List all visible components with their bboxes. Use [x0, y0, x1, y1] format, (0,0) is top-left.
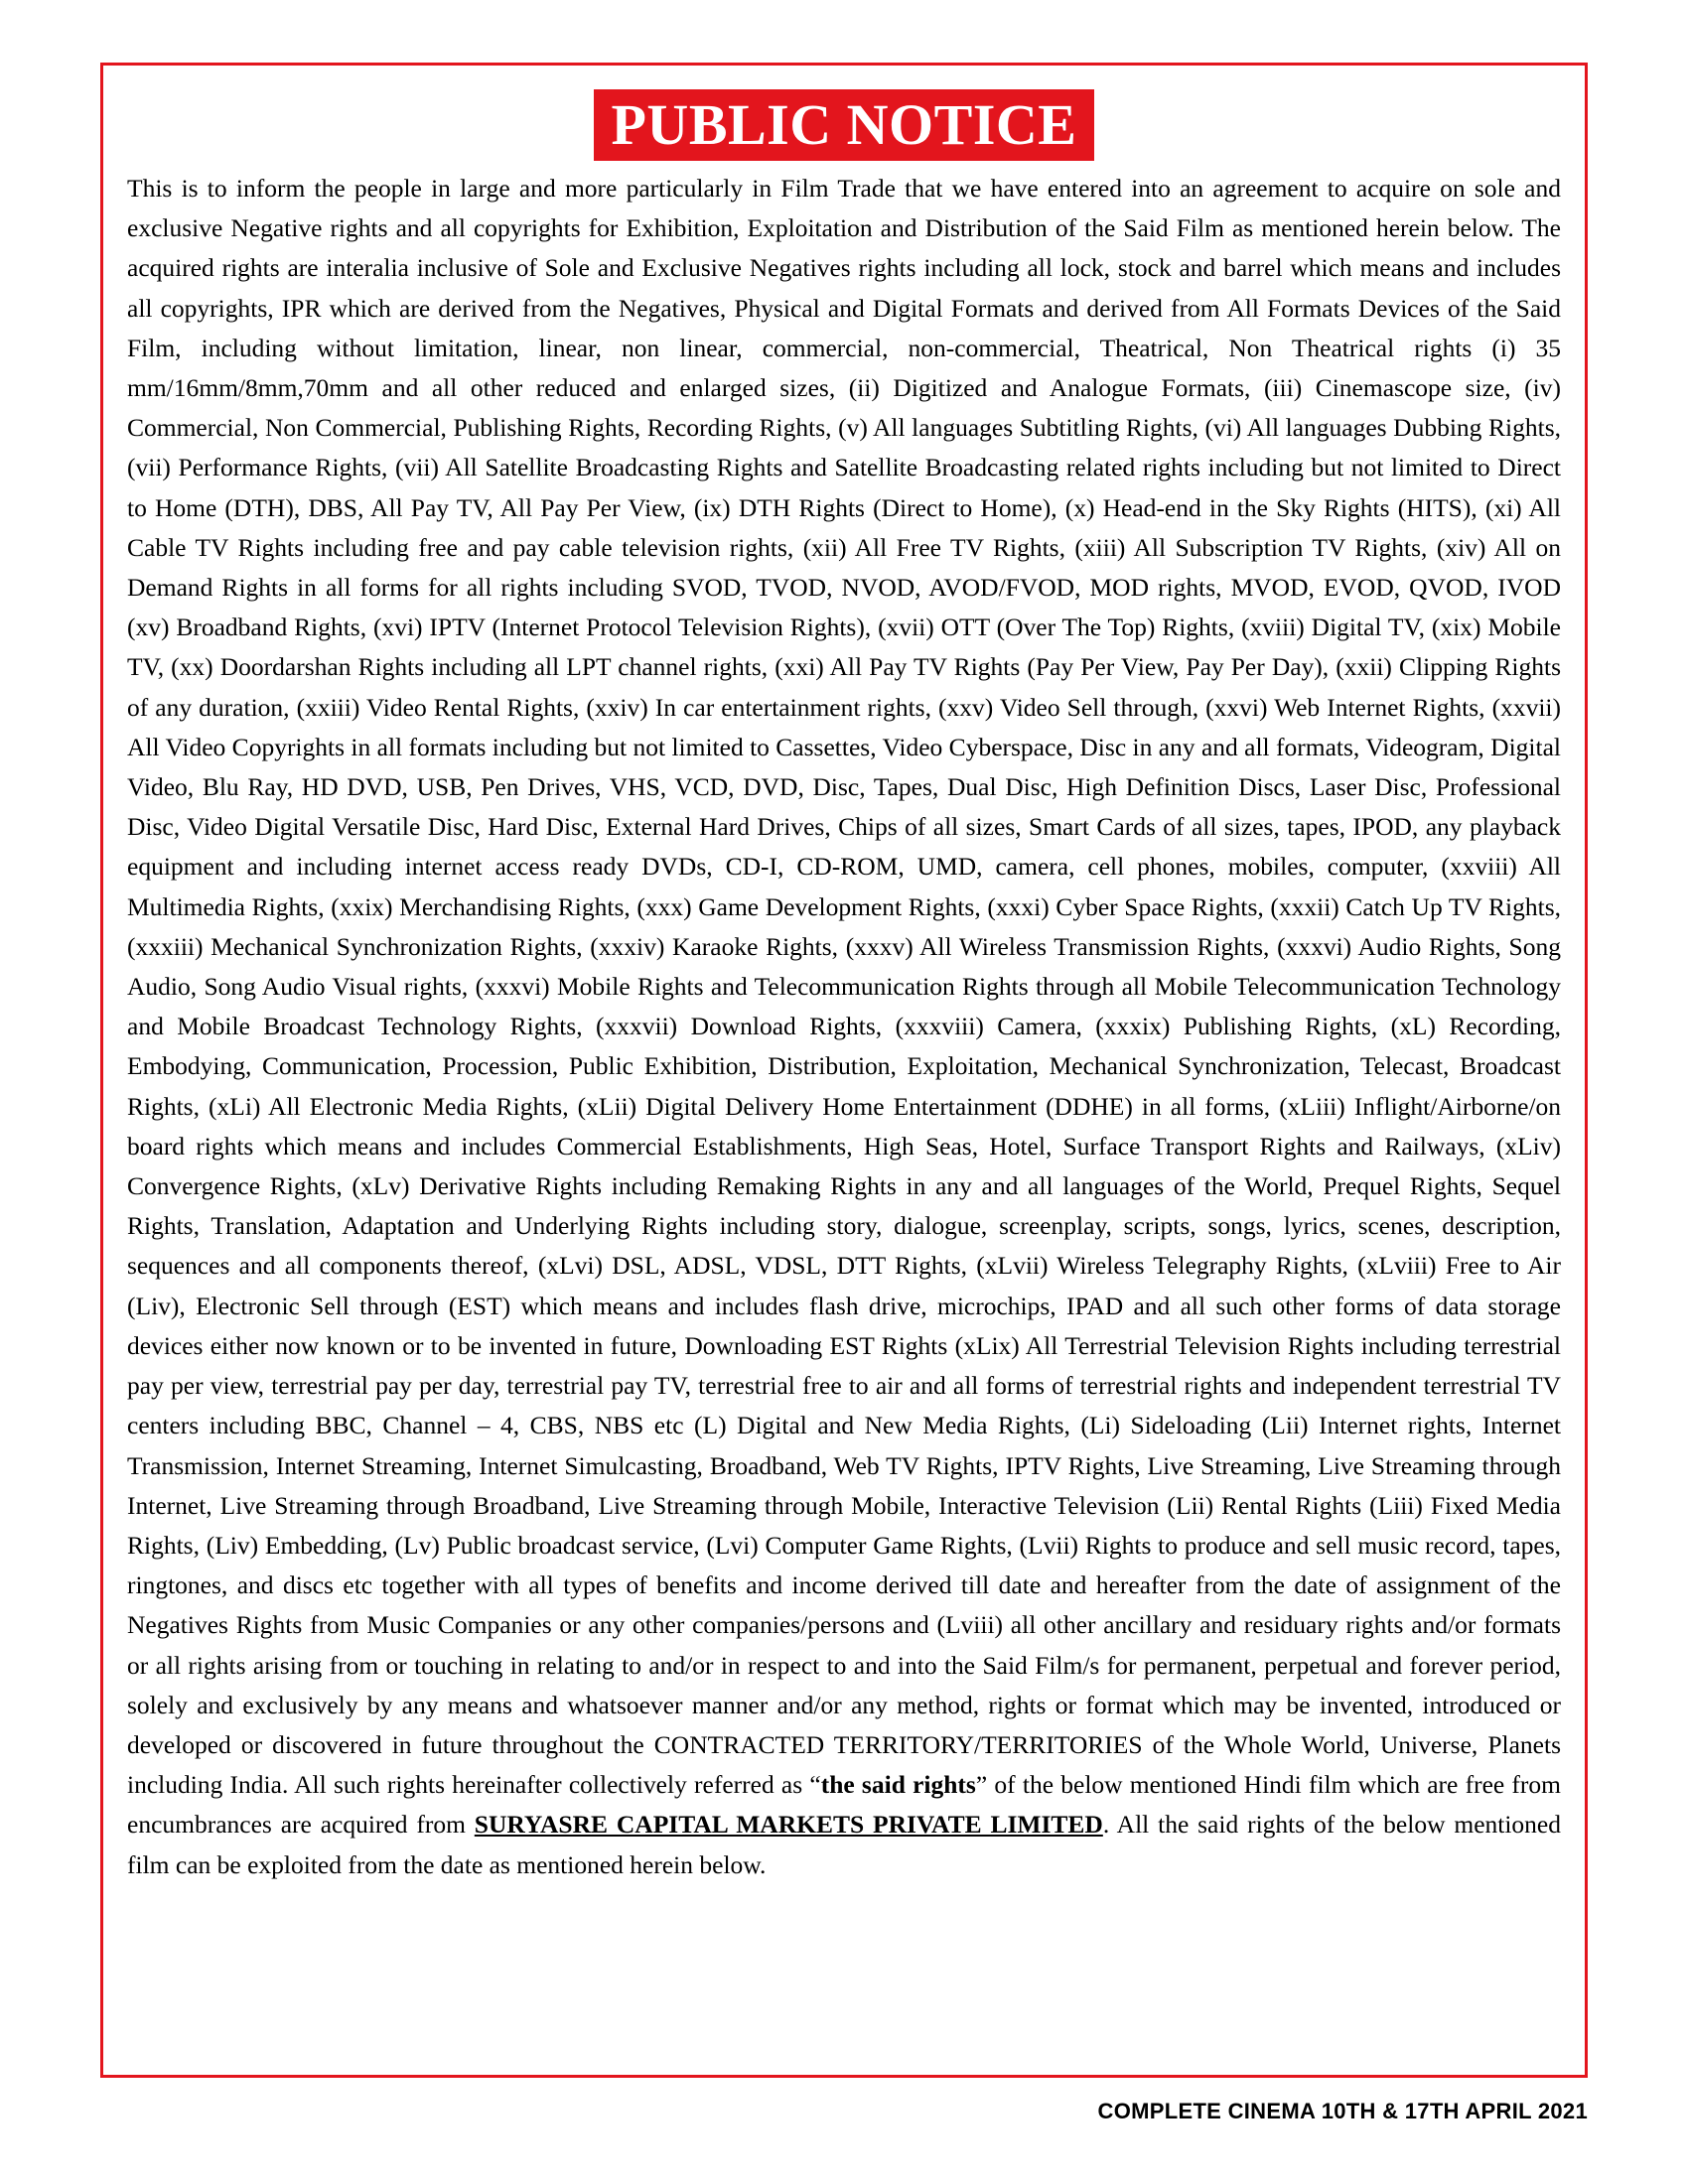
- company-name: SURYASRE CAPITAL MARKETS PRIVATE LIMITED: [474, 1810, 1103, 1840]
- notice-title: PUBLIC NOTICE: [594, 89, 1095, 161]
- said-rights-term: the said rights: [820, 1770, 976, 1800]
- notice-body: [127, 169, 1561, 1885]
- public-notice-frame: [100, 63, 1588, 2078]
- title-wrapper: [103, 89, 1585, 161]
- notice-body-part-1: This is to inform the people in large and more particularly in Film Trade that we have entered into an agreement to acquire on sole and exclusive Negative rights and all copyrights for Exhibition, Exploitation and Distribution of the Said Film as mentioned herein below. The acquired rights are interalia inclusive of Sole and Exclusive Negatives rights including all lock, stock and barrel which means and includes all copyrights, IPR which are derived from the Negatives, Physical and Digital Formats and derived from All Formats Devices of the Said Film, including without limitation, linear, non linear, commercial, non-commercial, Theatrical, Non Theatrical rights (i) 35 mm/16mm/8mm,70mm and all other reduced and enlarged sizes, (ii) Digitized and Analogue Formats, (iii) Cinemascope size, (iv) Commercial, Non Commercial, Publishing Rights, Recording Rights, (v) All languages Subtitling Rights, (vi) All languages Dubbing Rights, (vii) Performance Rights, (vii) All Satellite Broadcasting Rights and Satellite Broadcasting related rights including but not limited to Direct to Home (DTH), DBS, All Pay TV, All Pay Per View, (ix) DTH Rights (Direct to Home), (x) Head-end in the Sky Rights (HITS), (xi) All Cable TV Rights including free and pay cable television rights, (xii) All Free TV Rights, (xiii) All Subscription TV Rights, (xiv) All on Demand Rights in all forms for all rights including SVOD, TVOD, NVOD, AVOD/FVOD, MOD rights, MVOD, EVOD, QVOD, IVOD (xv) Broadband Rights, (xvi) IPTV (Internet Protocol Television Rights), (xvii) OTT (Over The Top) Rights, (xviii) Digital TV, (xix) Mobile TV, (xx) Doordarshan Rights including all LPT channel rights, (xxi) All Pay TV Rights (Pay Per View, Pay Per Day), (xxii) Clipping Rights of any duration, (xxiii) Video Rental Rights, (xxiv) In car entertainment rights, (xxv) Video Sell through, (xxvi) Web Internet Rights, (xxvii) All Video Copyrights in all formats including but not limited to Cassettes, Video Cyberspace, Disc in any and all formats, Videogram, Digital Video, Blu Ray, HD DVD, USB, Pen Drives, VHS, VCD, DVD, Disc, Tapes, Dual Disc, High Definition Discs, Laser Disc, Professional Disc, Video Digital Versatile Disc, Hard Disc, External Hard Drives, Chips of all sizes, Smart Cards of all sizes, tapes, IPOD, any playback equipment and including internet access ready DVDs, CD-I, CD-ROM, UMD, camera, cell phones, mobiles, computer, (xxviii) All Multimedia Rights, (xxix) Merchandising Rights, (xxx) Game Development Rights, (xxxi) Cyber Space Rights, (xxxii) Catch Up TV Rights, (xxxiii) Mechanical Synchronization Rights, (xxxiv) Karaoke Rights, (xxxv) All Wireless Transmission Rights, (xxxvi) Audio Rights, Song Audio, Song Audio Visual rights, (xxxvi) Mobile Rights and Telecommunication Rights through all Mobile Telecommunication Technology and Mobile Broadcast Technology Rights, (xxxvii) Download Rights, (xxxviii) Camera, (xxxix) Publishing Rights, (xL) Recording, Embodying, Communication, Procession, Public Exhibition, Distribution, Exploitation, Mechanical Synchronization, Telecast, Broadcast Rights, (xLi) All Electronic Media Rights, (xLii) Digital Delivery Home Entertainment (DDHE) in all forms, (xLiii) Inflight/Airborne/on board rights which means and includes Commercial Establishments, High Seas, Hotel, Surface Transport Rights and Railways, (xLiv) Convergence Rights, (xLv) Derivative Rights including Remaking Rights in any and all languages of the World, Prequel Rights, Sequel Rights, Translation, Adaptation and Underlying Rights including story, dialogue, screenplay, scripts, songs, lyrics, scenes, description, sequences and all components thereof, (xLvi) DSL, ADSL, VDSL, DTT Rights, (xLvii) Wireless Telegraphy Rights, (xLviii) Free to Air (Liv), Electronic Sell through (EST) which means and includes flash drive, microchips, IPAD and all such other forms of data storage devices either now known or to be invented in future, Downloading EST Rights (xLix) All Terrestrial Television Rights including terrestrial pay per view, terrestrial pay per day, terrestrial pay TV, terrestrial free to air and all forms of terrestrial rights and independent terrestrial TV centers including BBC, Channel – 4, CBS, NBS etc (L) Digital and New Media Rights, (Li) Sideloading (Lii) Internet rights, Internet Transmission, Internet Streaming, Internet Simulcasting, Broadband, Web TV Rights, IPTV Rights, Live Streaming, Live Streaming through Internet, Live Streaming through Broadband, Live Streaming through Mobile, Interactive Television (Lii) Rental Rights (Liii) Fixed Media Rights, (Liv) Embedding, (Lv) Public broadcast service, (Lvi) Computer Game Rights, (Lvii) Rights to produce and sell music record, tapes, ringtones, and discs etc together with all types of benefits and income derived till date and hereafter from the date of assignment of the Negatives Rights from Music Companies or any other companies/persons and (Lviii) all other ancillary and residuary rights and/or formats or all rights arising from or touching in relating to and/or in respect to and into the Said Film/s for permanent, perpetual and forever period, solely and exclusively by any means and whatsoever manner and/or any method, rights or format which may be invented, introduced or developed or discovered in future throughout the CONTRACTED TERRITORY/TERRITORIES of the Whole World, Universe, Planets including India. All such rights hereinafter collectively referred as “: [127, 174, 1561, 1800]
- notice-body-part-3: . All the said rights of the below mentioned film can be exploited from the date as mentioned herein below.: [127, 1810, 1561, 1879]
- publication-footer: COMPLETE CINEMA 10TH & 17TH APRIL 2021: [1097, 2099, 1588, 2123]
- notice-body-part-2: ” of the below mentioned Hindi film which are free from encumbrances are acquired from: [127, 1770, 1561, 1840]
